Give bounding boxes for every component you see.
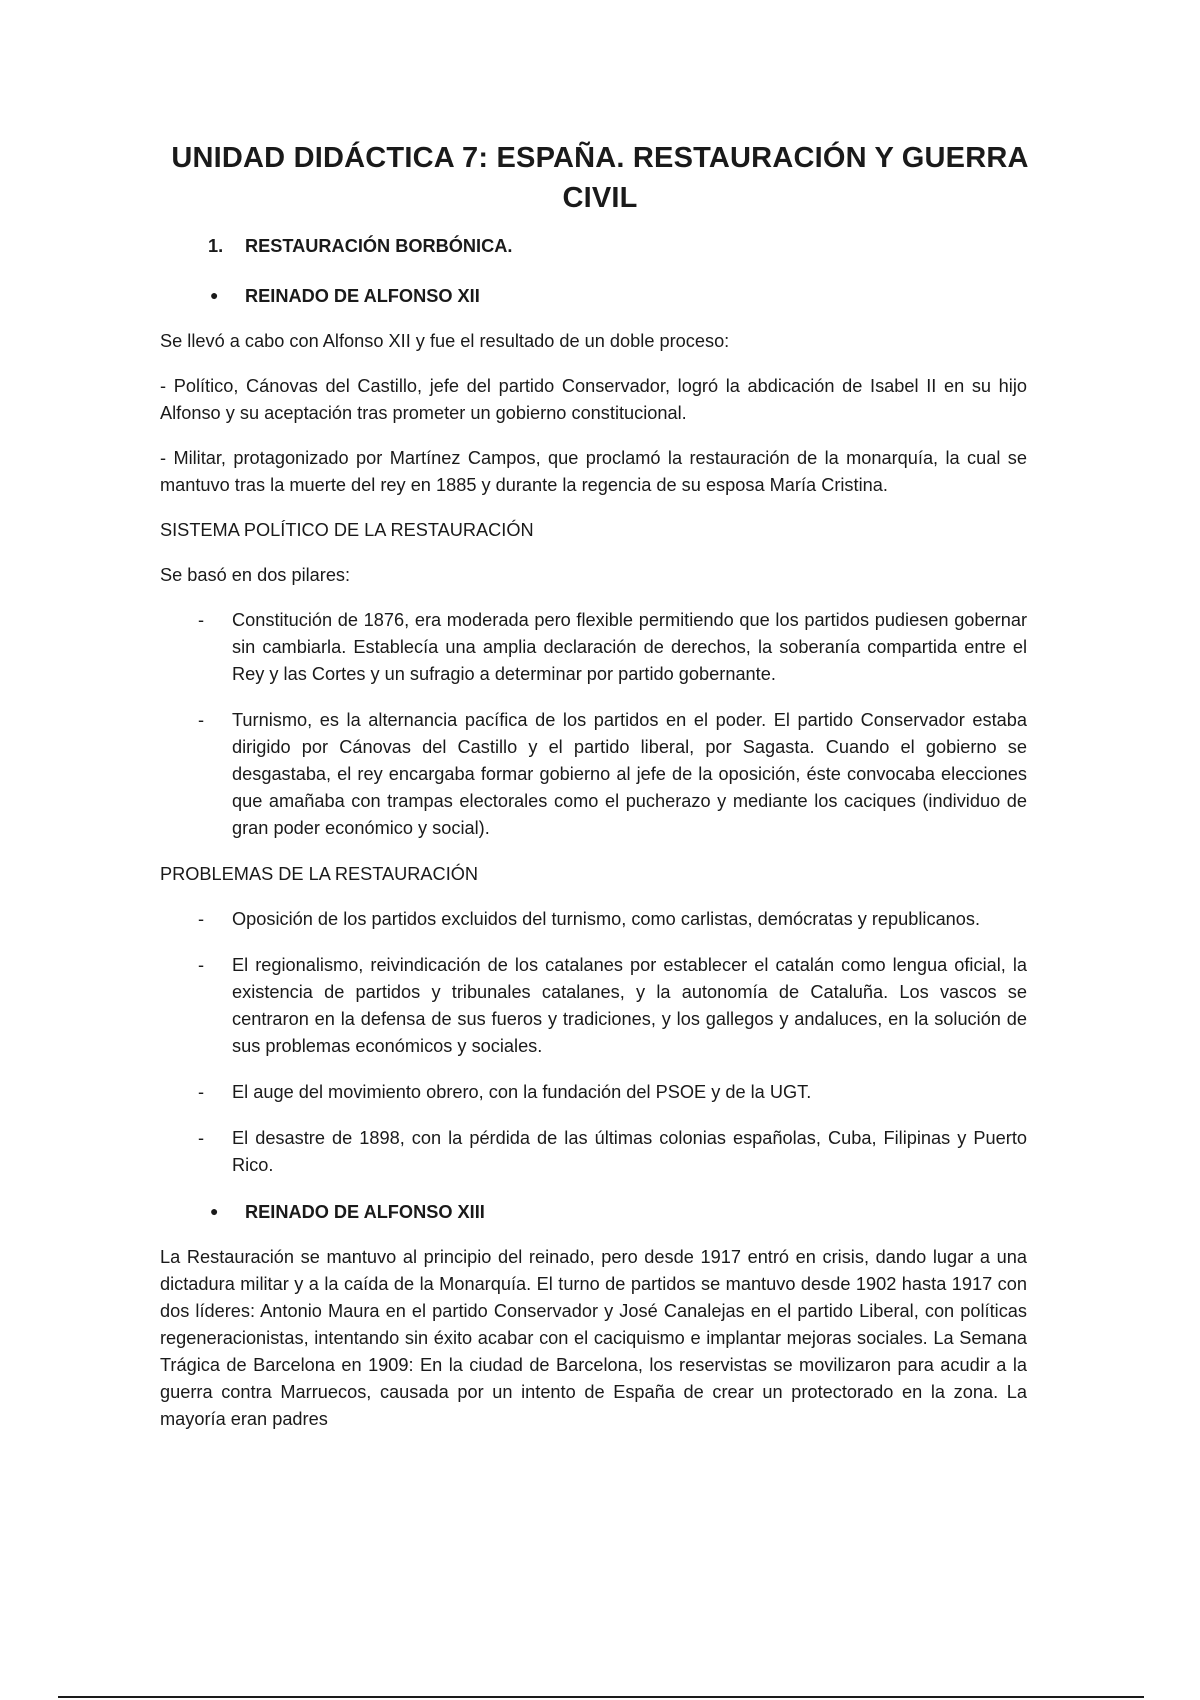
list-pilares — [160, 607, 1027, 842]
list-item-text: El regionalismo, reivindicación de los catalanes por establecer el catalán como lengua oficial, la existencia de partidos y tribunales catalanes, y la autonomía de Cataluña. Los vascos se centraron en la defensa de sus fueros y tradiciones, y los gallegos y andaluces, en la solución de sus problemas económicos y sociales. — [232, 955, 1027, 1056]
section-heading-1 — [208, 233, 1027, 260]
list-item — [160, 707, 1027, 842]
dash-marker: - — [198, 710, 205, 730]
list-item-text: Oposición de los partidos excluidos del turnismo, como carlistas, demócratas y republicanos. — [232, 909, 981, 929]
list-item-text: Constitución de 1876, era moderada pero flexible permitiendo que los partidos pudiesen gobernar sin cambiarla. Establecía una amplia declaración de derechos, la soberanía compartida entre el Rey y las Cortes y un sufragio a determinar por partido gobernante. — [232, 610, 1027, 684]
bullet-icon: ● — [210, 1203, 219, 1219]
dash-marker: - — [198, 610, 205, 630]
list-item — [160, 607, 1027, 688]
list-item — [160, 906, 1027, 933]
section-label: RESTAURACIÓN BORBÓNICA. — [245, 236, 513, 256]
paragraph-intro: Se llevó a cabo con Alfonso XII y fue el resultado de un doble proceso: — [160, 331, 730, 351]
list-item-text: El auge del movimiento obrero, con la fundación del PSOE y de la UGT. — [232, 1082, 812, 1102]
list-item-text: El desastre de 1898, con la pérdida de las últimas colonias españolas, Cuba, Filipinas y Puerto Rico. — [232, 1128, 1027, 1175]
dash-marker: - — [198, 955, 205, 975]
section-number: 1. — [208, 236, 224, 256]
paragraph-military: - Militar, protagonizado por Martínez Campos, que proclamó la restauración de la monarquía, la cual se mantuvo tras la muerte del rey en 1885 y durante la regencia de su esposa María Cristina. — [160, 448, 1027, 495]
list-problemas — [160, 906, 1027, 1179]
paragraph-pilares: Se basó en dos pilares: — [160, 565, 351, 585]
heading-problemas: PROBLEMAS DE LA RESTAURACIÓN — [160, 864, 479, 884]
list-item — [160, 952, 1027, 1060]
list-item — [160, 1125, 1027, 1179]
paragraph-political: - Político, Cánovas del Castillo, jefe del partido Conservador, logró la abdicación de Isabel II en su hijo Alfonso y su aceptación tras prometer un gobierno constitucional. — [160, 376, 1027, 423]
dash-marker: - — [198, 909, 205, 929]
subheading-label: REINADO DE ALFONSO XIII — [245, 1202, 485, 1222]
document-body — [160, 233, 1027, 1451]
list-item-text: Turnismo, es la alternancia pacífica de los partidos en el poder. El partido Conservador estaba dirigido por Cánovas del Castillo y el partido liberal, por Sagasta. Cuando el gobierno se desgastaba, el rey encargaba formar gobierno al jefe de la oposición, éste convocaba elecciones que amañaba con trampas electorales como el pucherazo y mediante los caciques (individuo de gran poder económico y social). — [232, 710, 1027, 838]
paragraph-alfonso-xiii: La Restauración se mantuvo al principio del reinado, pero desde 1917 entró en crisis, dando lugar a una dictadura militar y a la caída de la Monarquía. El turno de partidos se mantuvo desde 1902 hasta 1917 con dos líderes: Antonio Maura en el partido Conservador y José Canalejas en el partido Liberal, con políticas regeneracionistas, intentando sin éxito acabar con el caciquismo e implantar mejoras sociales. La Semana Trágica de Barcelona en 1909: En la ciudad de Barcelona, los reservistas se movilizaron para acudir a la guerra contra Marruecos, causada por un intento de España de crear un protectorado en la zona. La mayoría eran padres — [160, 1247, 1027, 1429]
document-title: UNIDAD DIDÁCTICA 7: ESPAÑA. RESTAURACIÓN Y GUERRA CIVIL — [171, 142, 1029, 214]
subheading-label: REINADO DE ALFONSO XII — [245, 286, 480, 306]
subheading-alfonso-xii — [210, 282, 1027, 310]
subheading-alfonso-xiii — [210, 1198, 1027, 1226]
bullet-icon: ● — [210, 287, 219, 303]
page-divider — [58, 1696, 1144, 1698]
list-item — [160, 1079, 1027, 1106]
dash-marker: - — [198, 1128, 205, 1148]
dash-marker: - — [198, 1082, 205, 1102]
heading-sistema-politico: SISTEMA POLÍTICO DE LA RESTAURACIÓN — [160, 520, 534, 540]
